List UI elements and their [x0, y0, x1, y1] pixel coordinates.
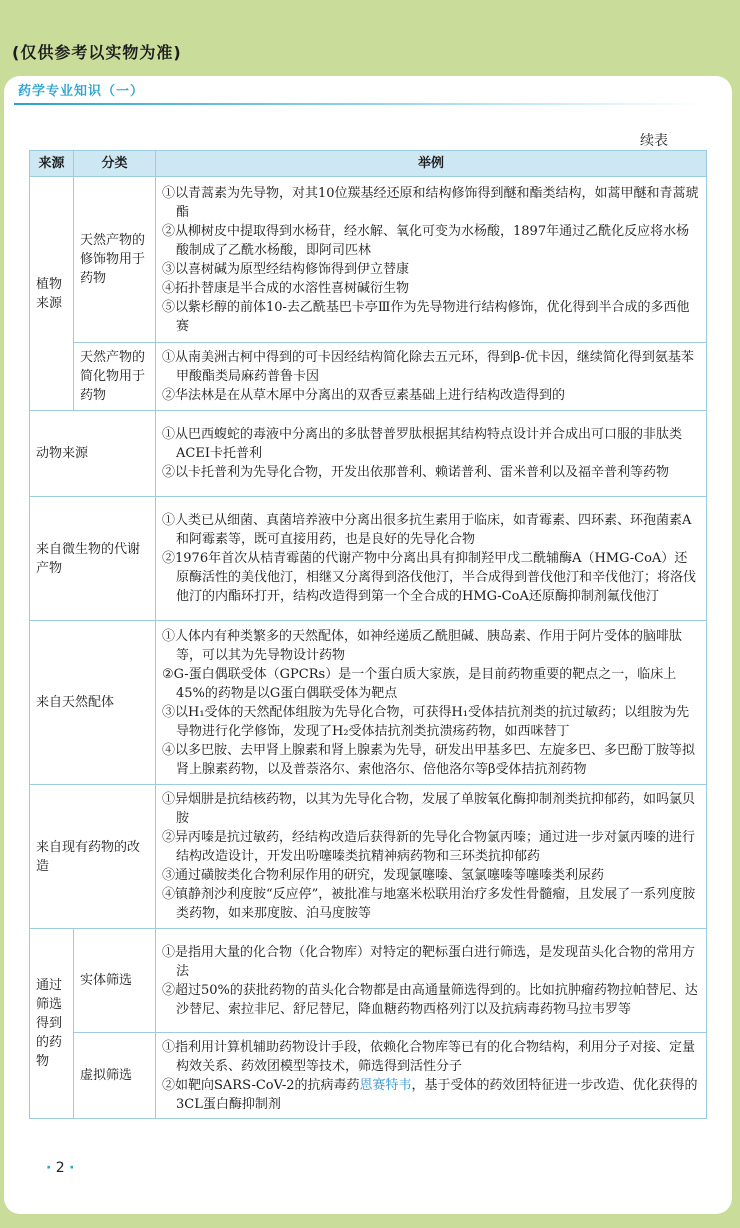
table-row [30, 177, 707, 343]
list-item: ①以青蒿素为先导物，对其10位羰基经还原和结构修饰得到醚和酯类结构，如蒿甲醚和青蒿琥酯 [162, 185, 699, 220]
examples-cell [156, 621, 707, 785]
header-examples: 举例 [156, 151, 707, 177]
examples-cell [156, 785, 707, 929]
header-category: 分类 [74, 151, 156, 177]
drug-source-table [29, 150, 707, 1119]
list-item: ②异丙嗪是抗过敏药，经结构改造后获得新的先导化合物氯丙嗪；通过进一步对氯丙嗪的进行结构改造设计，开发出吩噻嗪类抗精神病药物和三环类抗抑郁药 [162, 830, 696, 864]
list-item: ②从柳树皮中提取得到水杨苷，经水解、氧化可变为水杨酸，1897年通过乙酰化反应将水杨酸制成了乙酰水杨酸，即阿司匹林 [162, 223, 690, 258]
table-row [30, 343, 707, 411]
list-item: ③通过磺胺类化合物利尿作用的研究，发现氯噻嗪、氢氯噻嗪等噻嗪类利尿药 [162, 868, 605, 883]
list-item: ①异烟肼是抗结核药物，以其为先导化合物，发展了单胺氧化酶抑制剂类抗抑郁药，如吗氯贝胺 [162, 792, 696, 826]
examples-cell [156, 1033, 707, 1119]
source-microbial: 来自微生物的代谢产物 [30, 497, 156, 621]
examples-cell [156, 497, 707, 621]
list-item: ②1976年首次从桔青霉菌的代谢产物中分离出具有抑制羟甲戊二酰辅酶A（HMG-CoA）还原酶活性的美伐他汀，相继又分离得到洛伐他汀，半合成得到普伐他汀和辛伐他汀；将洛伐他汀的内酯环打开，结构改造得到第一个全合成的HMG-CoA还原酶抑制剂氟伐他汀 [162, 551, 697, 604]
item-text: ，基于受体的药效团特征进一步改造、优化获得的3CL蛋白酶抑制剂 [176, 1077, 698, 1112]
list-item: ②以卡托普利为先导化合物，开发出依那普利、赖诺普利、雷米普利以及福辛普利等药物 [162, 465, 670, 480]
source-plant: 植物来源 [30, 177, 74, 411]
table-row [30, 929, 707, 1033]
list-item: ②G-蛋白偶联受体（GPCRs）是一个蛋白质大家族，是目前药物重要的靶点之一，临床上45%的药物是以G蛋白偶联受体为靶点 [162, 666, 677, 701]
list-item: ②华法林是在从草木犀中分离出的双香豆素基础上进行结构改造得到的 [162, 388, 566, 403]
page-number-value: 2 [55, 1160, 65, 1176]
list-item: ①从巴西蝮蛇的毒液中分离出的多肽替普罗肽根据其结构特点设计并合成出可口服的非肽类ACEI卡托普利 [162, 427, 683, 461]
list-item: ①从南美洲古柯中得到的可卡因经结构简化除去五元环，得到β-优卡因，继续简化得到氨基苯甲酸酯类局麻药普鲁卡因 [162, 350, 694, 384]
table-row [30, 621, 707, 785]
table-row [30, 785, 707, 929]
list-item: ④拓扑替康是半合成的水溶性喜树碱衍生物 [162, 280, 410, 296]
source-animal: 动物来源 [30, 411, 156, 497]
section-header-underline [14, 103, 704, 105]
list-item [162, 1076, 700, 1114]
item-text: ②如靶向SARS-CoV-2的抗病毒药 [162, 1077, 360, 1093]
continued-label: 续表 [640, 133, 668, 149]
examples-cell [156, 177, 707, 343]
examples-cell [156, 929, 707, 1033]
source-natural-ligand: 来自天然配体 [30, 621, 156, 785]
source-existing-drug: 来自现有药物的改造 [30, 785, 156, 929]
examples-cell [156, 343, 707, 411]
list-item: ①是指用大量的化合物（化合物库）对特定的靶标蛋白进行筛选，是发现苗头化合物的常用方法 [162, 944, 696, 979]
list-item: ②超过50%的获批药物的苗头化合物都是由高通量筛选得到的。比如抗肿瘤药物拉帕替尼、达沙替尼、索拉非尼、舒尼替尼，降血糖药物西格列汀以及抗病毒药物马拉韦罗等 [162, 982, 698, 1017]
table-row [30, 1033, 707, 1119]
list-item: ③以喜树碱为原型经结构修饰得到伊立替康 [162, 261, 410, 277]
list-item: ④以多巴胺、去甲肾上腺素和肾上腺素为先导，研发出甲基多巴、左旋多巴、多巴酚丁胺等拟肾上腺素药物，以及普萘洛尔、索他洛尔、倍他洛尔等β受体拮抗剂药物 [162, 742, 696, 777]
section-header: 药学专业知识（一） [18, 84, 145, 99]
category-virtual-screening: 虚拟筛选 [74, 1033, 156, 1119]
page-number [46, 1160, 74, 1176]
list-item: ①指利用计算机辅助药物设计手段，依赖化合物库等已有的化合物结构，利用分子对接、定量构效关系、药效团模型等技术，筛选得到活性分子 [162, 1039, 696, 1074]
list-item: ③以H₁受体的天然配体组胺为先导化合物，可获得H₁受体拮抗剂类的抗过敏药；以组胺为先导物进行化学修饰，发现了H₂受体拮抗剂类抗溃疡药物，如西咪替丁 [162, 704, 690, 739]
bullet-dot-icon: · [46, 1160, 52, 1176]
list-item: ④镇静剂沙利度胺“反应停”，被批准与地塞米松联用治疗多发性骨髓瘤，且发展了一系列度胺类药物，如来那度胺、泊马度胺等 [162, 887, 696, 921]
header-source: 来源 [30, 151, 74, 177]
list-item: ⑤以紫杉醇的前体10-去乙酰基巴卡亭Ⅲ作为先导物进行结构修饰，优化得到半合成的多西他赛 [162, 299, 690, 334]
source-screening: 通过筛选得到的药物 [30, 929, 74, 1119]
list-item: ①人类已从细菌、真菌培养液中分离出很多抗生素用于临床，如青霉素、四环素、环孢菌素A和阿霉素等，既可直接用药，也是良好的先导化合物 [162, 513, 692, 547]
table-row [30, 497, 707, 621]
bullet-dot-icon: · [69, 1160, 75, 1176]
examples-cell [156, 411, 707, 497]
category-natural-simplified: 天然产物的简化物用于药物 [74, 343, 156, 411]
list-item: ①人体内有种类繁多的天然配体，如神经递质乙酰胆碱、胰岛素、作用于阿片受体的脑啡肽等，可以其为先导物设计药物 [162, 628, 683, 663]
top-note: (仅供参考以实物为准) [12, 43, 182, 62]
table-header-row [30, 151, 707, 177]
table-row [30, 411, 707, 497]
highlighted-drug-name: 恩赛特韦 [359, 1077, 412, 1093]
category-natural-modified: 天然产物的修饰物用于药物 [74, 177, 156, 343]
category-entity-screening: 实体筛选 [74, 929, 156, 1033]
